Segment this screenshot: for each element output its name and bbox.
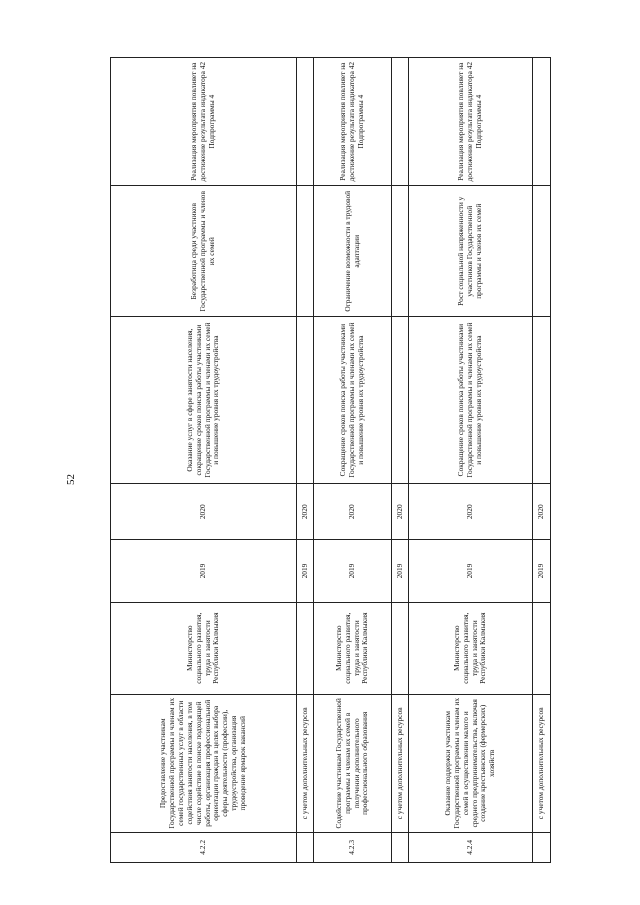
expected-result: Сокращение сроков поиска работы участниками Государственной программы и членами их семей и повышение уровня их трудоустройства: [314, 317, 392, 484]
table-row: [297, 58, 314, 863]
start-year: 2019: [314, 540, 392, 602]
executor: [297, 602, 314, 694]
row-number: [533, 832, 551, 862]
row-number: [392, 832, 409, 862]
end-year: 2020: [111, 484, 297, 541]
executor: Министерство социального развития, труда и занятости Республики Калмыкия: [111, 602, 297, 694]
executor: [533, 602, 551, 694]
end-year: 2020: [409, 484, 533, 541]
indicator-link: [533, 58, 551, 186]
expected-result: [297, 317, 314, 484]
table-row: [392, 58, 409, 863]
executor: Министерство социального развития, труда и занятости Республики Калмыкия: [409, 602, 533, 694]
consequence: [297, 186, 314, 317]
end-year: 2020: [314, 484, 392, 541]
executor: Министерство социального развития, труда и занятости Республики Калмыкия: [314, 602, 392, 694]
start-year: 2019: [409, 540, 533, 602]
consequence: [533, 186, 551, 317]
table-row: [409, 58, 533, 863]
indicator-link: [392, 58, 409, 186]
measure-name: Оказание поддержки участникам Государственной программы и членам их семей в осуществлении малого и среднего предпринимательства, включая создание крестьянских (фермерских) хозяйств: [409, 694, 533, 832]
indicator-link: Реализация мероприятия повлияет на достижение результата индикатора 42 Подпрограммы 4: [111, 58, 297, 186]
expected-result: Сокращение сроков поиска работы участниками Государственной программы и членами их семей и повышение уровня их трудоустройства: [409, 317, 533, 484]
consequence: Рост социальной напряженности у участников Государственной программы и членов их семей: [409, 186, 533, 317]
row-number: 4.2.4: [409, 832, 533, 862]
indicator-link: Реализация мероприятия повлияет на достижение результата индикатора 42 Подпрограммы 4: [314, 58, 392, 186]
expected-result: [392, 317, 409, 484]
page-number: 52: [65, 474, 77, 485]
end-year: 2020: [533, 484, 551, 541]
row-number: [297, 832, 314, 862]
measure-name: Предоставление участникам Государственной программы и членам их семей государственных услуг в области содействия занятости населения, в том числе содействие в поиске подходящей работы, организация профессиональной ориентации граждан в целях выбора сферы деятельности (профессии), трудоустройства, организация проведение ярмарок вакансий: [111, 694, 297, 832]
consequence: [392, 186, 409, 317]
start-year: 2019: [392, 540, 409, 602]
additional-resources-label: с учетом дополнительных ресурсов: [392, 694, 409, 832]
end-year: 2020: [392, 484, 409, 541]
measure-name: Содействие участникам Государственной программы и членам их семей в получении дополнительного профессионального образования: [314, 694, 392, 832]
measures-table: [110, 57, 551, 863]
indicator-link: Реализация мероприятия повлияет на достижение результата индикатора 42 Подпрограммы 4: [409, 58, 533, 186]
expected-result: Оказание услуг в сфере занятости населения, сокращение сроков поиска работы участниками Государственной программы и членами их семей и повышение уровня их трудоустройства: [111, 317, 297, 484]
table-row: [533, 58, 551, 863]
end-year: 2020: [297, 484, 314, 541]
indicator-link: [297, 58, 314, 186]
table-row: [314, 58, 392, 863]
start-year: 2019: [111, 540, 297, 602]
additional-resources-label: с учетом дополнительных ресурсов: [297, 694, 314, 832]
start-year: 2019: [297, 540, 314, 602]
expected-result: [533, 317, 551, 484]
row-number: 4.2.3: [314, 832, 392, 862]
start-year: 2019: [533, 540, 551, 602]
additional-resources-label: с учетом дополнительных ресурсов: [533, 694, 551, 832]
row-number: 4.2.2: [111, 832, 297, 862]
consequence: Ограничение возможности в трудовой адаптации: [314, 186, 392, 317]
table-row: [111, 58, 297, 863]
executor: [392, 602, 409, 694]
consequence: Безработица среди участников Государственной программы и членов их семей: [111, 186, 297, 317]
